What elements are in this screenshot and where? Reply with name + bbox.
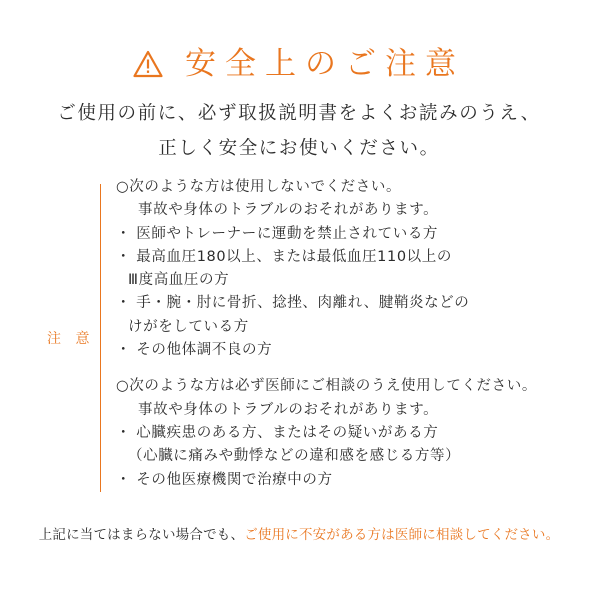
caution-list xyxy=(116,176,586,492)
caution-group-consult-doctor xyxy=(116,375,586,491)
list-item-continuation: けがをしている方 xyxy=(128,318,249,335)
intro-line: ご使用の前に、必ず取扱説明書をよくお読みのうえ、 xyxy=(57,103,541,124)
group-heading: ○次のような方は必ず医師にご相談のうえ使用してください。 xyxy=(116,378,537,395)
caution-header xyxy=(0,44,598,84)
footer-note xyxy=(0,523,598,543)
list-item: ・ 医師やトレーナーに運動を禁止されている方 xyxy=(116,225,439,242)
list-item: ・ その他体調不良の方 xyxy=(116,342,273,359)
list-item: ・ 心臓疾患のある方、またはその疑いがある方 xyxy=(116,424,439,441)
group-subheading: 事故や身体のトラブルのおそれがあります。 xyxy=(138,401,439,418)
list-item-continuation: Ⅲ度高血圧の方 xyxy=(128,272,230,289)
list-item: ・ 手・腕・肘に骨折、捻挫、肉離れ、腱鞘炎などの xyxy=(116,295,470,312)
footer-plain-text: 上記に当てはまらない場合でも、 xyxy=(38,527,245,543)
intro-text xyxy=(0,96,598,166)
page-title: 安全上のご注意 xyxy=(185,46,465,82)
group-heading: ○次のような方は使用しないでください。 xyxy=(116,179,402,195)
intro-line: 正しく安全にお使いください。 xyxy=(158,138,440,159)
caution-divider xyxy=(100,184,101,492)
list-item: ・ その他医療機関で治療中の方 xyxy=(116,471,333,488)
group-spacer xyxy=(116,362,586,375)
list-item-continuation: （心臓に痛みや動悸などの違和感を感じる方等） xyxy=(128,448,461,465)
caution-side-label: 注 意 xyxy=(47,331,95,347)
warning-triangle-icon xyxy=(133,50,163,78)
list-item: ・ 最高血圧180以上、または最低血圧110以上の xyxy=(116,248,452,265)
caution-group-do-not-use xyxy=(116,176,586,362)
group-subheading: 事故や身体のトラブルのおそれがあります。 xyxy=(138,202,439,219)
footer-accent-text: ご使用に不安がある方は医師に相談してください。 xyxy=(244,527,560,543)
